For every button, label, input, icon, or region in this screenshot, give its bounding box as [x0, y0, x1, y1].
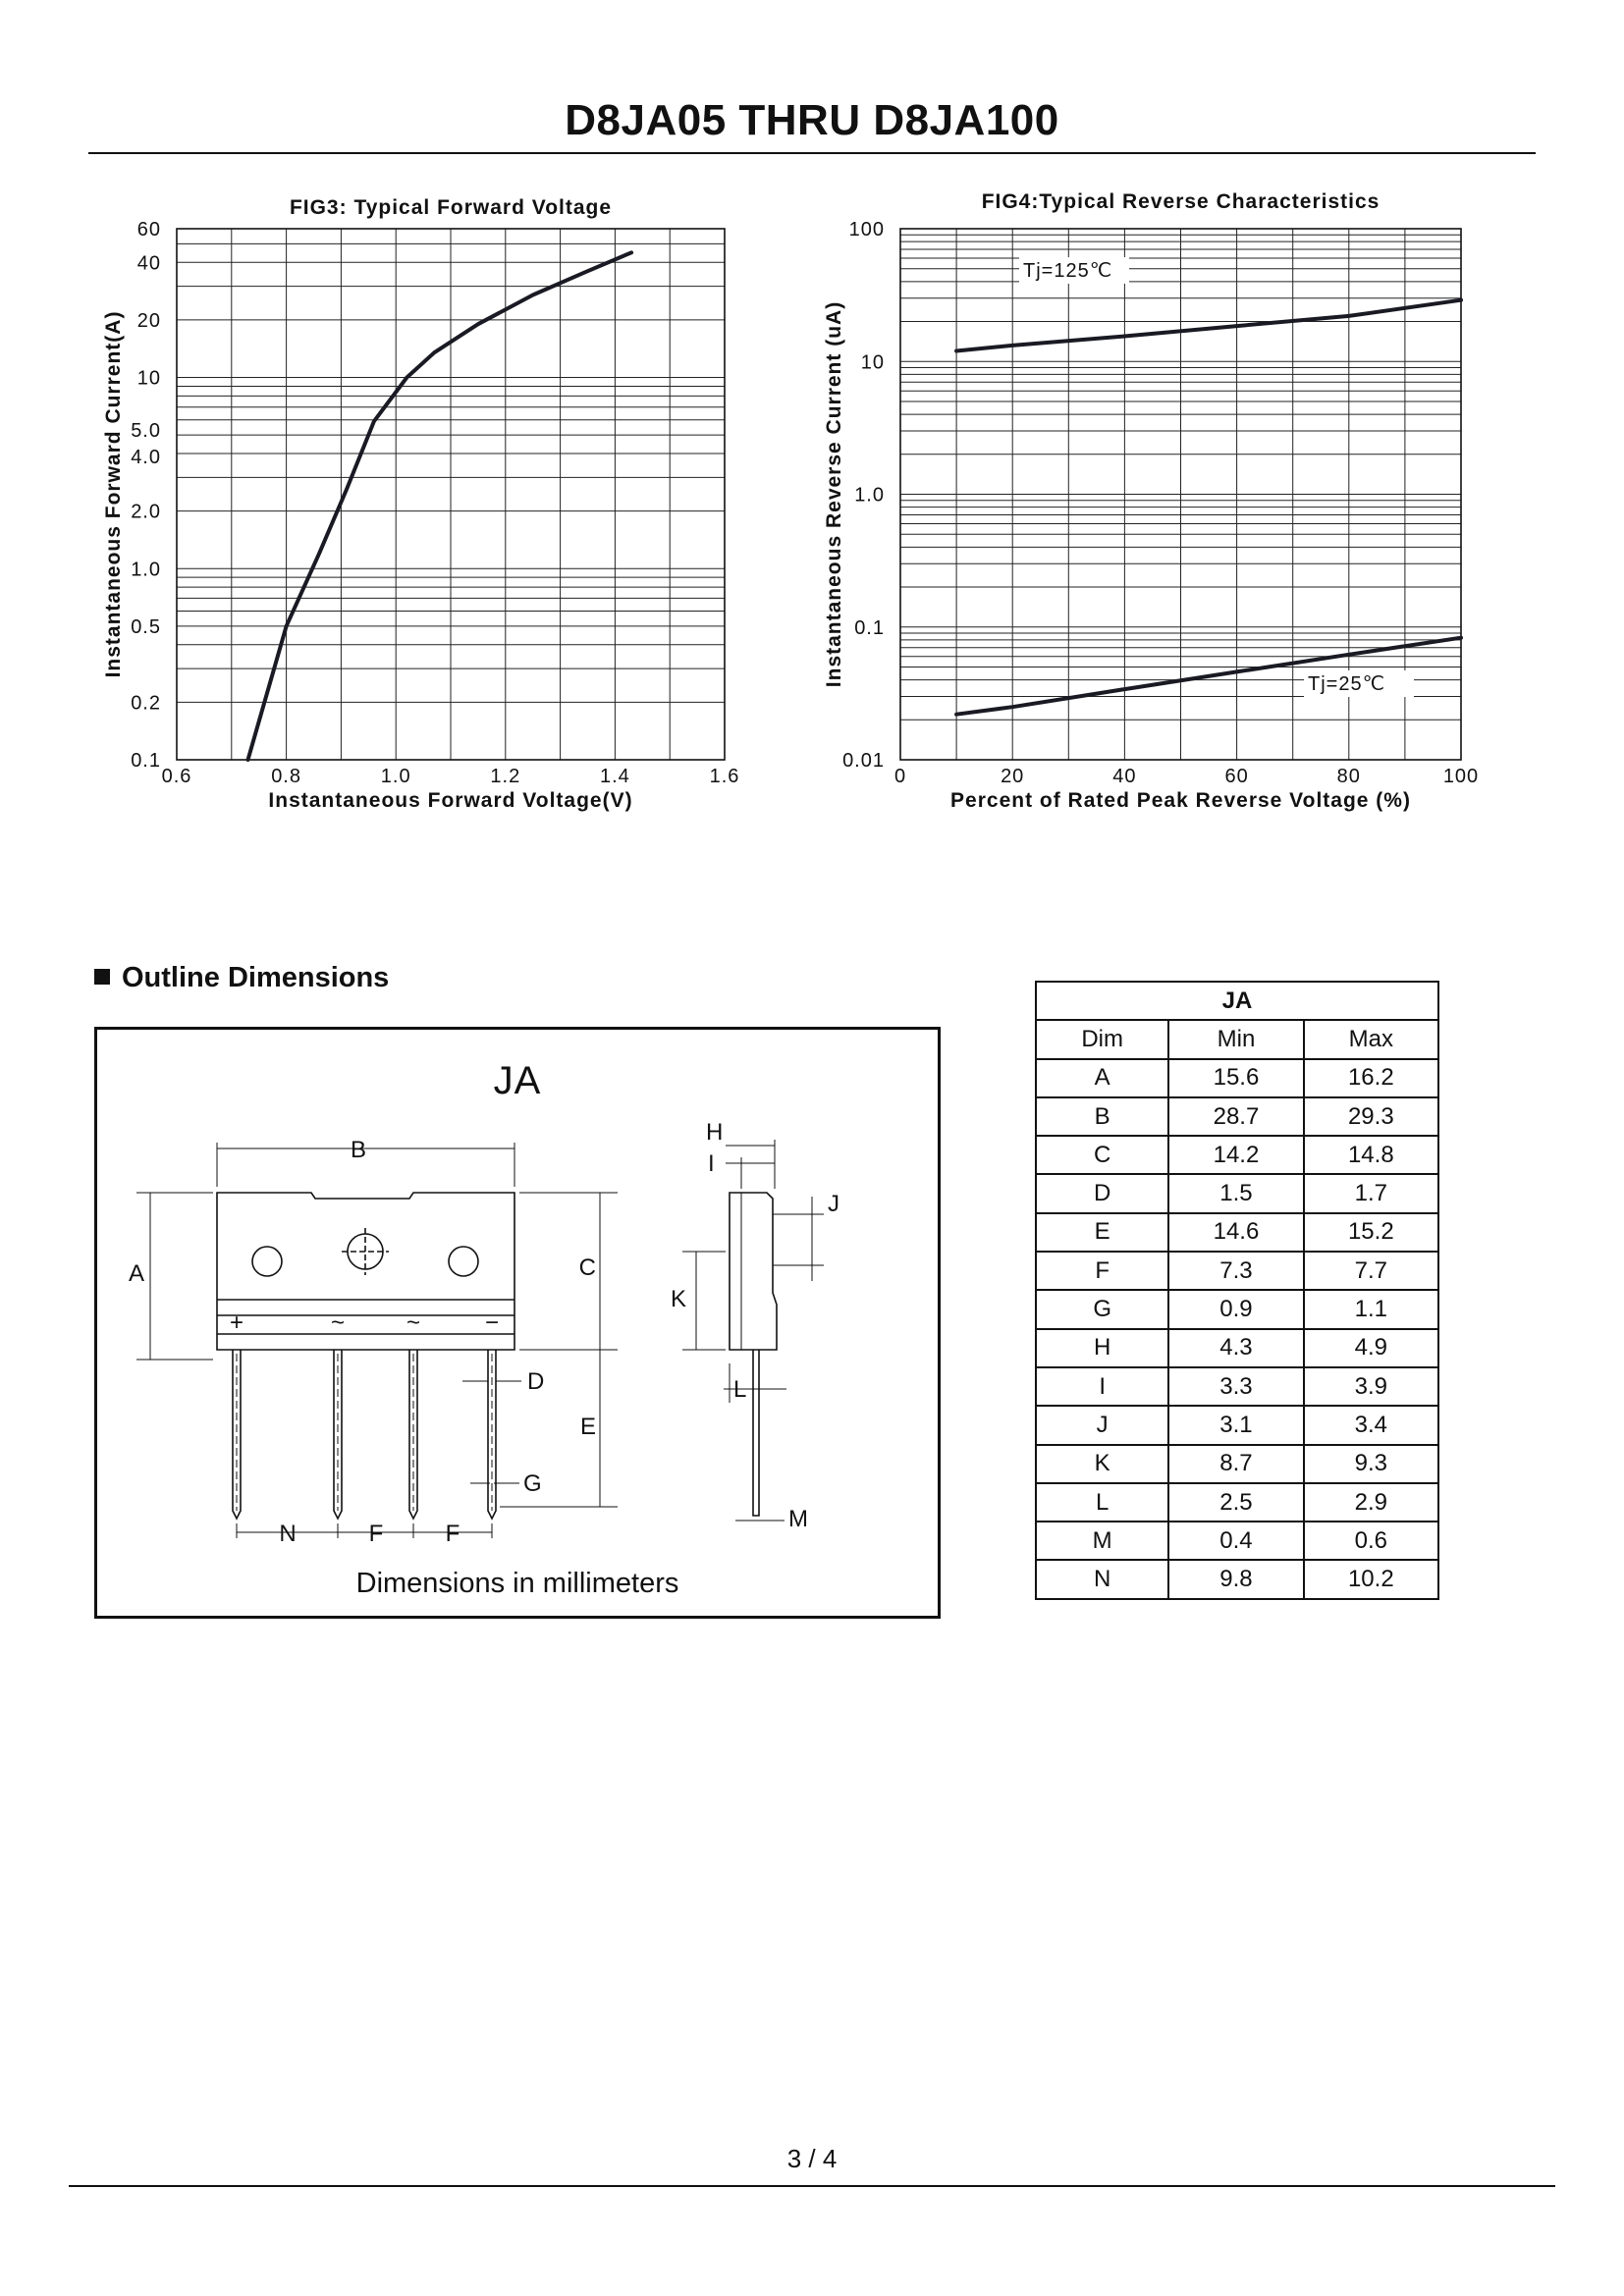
table-cell: 15.2 [1304, 1213, 1438, 1252]
table-cell: 7.7 [1304, 1252, 1438, 1290]
table-cell: 7.3 [1168, 1252, 1303, 1290]
x-tick-label: 40 [1112, 766, 1137, 787]
table-cell: 14.2 [1168, 1136, 1303, 1174]
dim-label-b: B [350, 1137, 367, 1163]
x-tick-label: 80 [1336, 766, 1361, 787]
y-tick-label: 0.1 [131, 750, 161, 772]
table-cell: L [1036, 1483, 1168, 1522]
y-tick-label: 4.0 [131, 447, 161, 469]
series-annotation: Tj=125℃ [1023, 260, 1113, 282]
table-cell: 1.1 [1304, 1290, 1438, 1328]
table-group-row [1036, 982, 1438, 1020]
table-row [1036, 1560, 1438, 1598]
table-cell: 8.7 [1168, 1445, 1303, 1483]
y-axis-label: Instantaneous Forward Current(A) [102, 310, 125, 678]
table-cell: E [1036, 1213, 1168, 1252]
table-cell: C [1036, 1136, 1168, 1174]
chart-title: FIG3: Typical Forward Voltage [289, 196, 613, 219]
y-tick-label: 0.01 [842, 750, 885, 772]
pin [488, 1350, 496, 1519]
dimension-table [1035, 981, 1439, 1600]
table-row [1036, 1483, 1438, 1522]
table-cell: 15.6 [1168, 1059, 1303, 1097]
dim-label-f2: F [445, 1521, 460, 1547]
y-tick-label: 60 [136, 219, 161, 240]
x-tick-label: 1.6 [709, 766, 740, 787]
table-cell: 4.3 [1168, 1329, 1303, 1367]
series-line-0 [956, 300, 1461, 351]
table-cell: 10.2 [1304, 1560, 1438, 1598]
dim-label-n: N [279, 1521, 297, 1547]
y-tick-label: 5.0 [131, 420, 161, 443]
table-cell: I [1036, 1367, 1168, 1406]
table-row [1036, 1406, 1438, 1444]
side-body [730, 1193, 777, 1350]
x-tick-label: 0.6 [161, 766, 192, 787]
table-cell: 3.4 [1304, 1406, 1438, 1444]
package-name: JA [493, 1059, 542, 1102]
pin [334, 1350, 342, 1519]
y-tick-label: 20 [136, 309, 161, 332]
pin-symbol-minus: − [484, 1309, 500, 1336]
dim-label-c: C [578, 1255, 596, 1281]
y-tick-label: 40 [136, 252, 161, 275]
table-cell: 1.7 [1304, 1174, 1438, 1212]
table-row [1036, 1445, 1438, 1483]
x-tick-label: 1.2 [490, 766, 521, 787]
x-tick-label: 0.8 [271, 766, 302, 787]
table-cell: 16.2 [1304, 1059, 1438, 1097]
table-body [1036, 1059, 1438, 1599]
dim-label-e: E [579, 1414, 596, 1440]
doc-title: D8JA05 THRU D8JA100 [565, 96, 1059, 144]
x-tick-label: 1.4 [599, 766, 630, 787]
x-tick-label: 60 [1224, 766, 1249, 787]
pin [233, 1350, 241, 1519]
page-number: 3 / 4 [786, 2144, 838, 2173]
mounting-hole [252, 1247, 282, 1276]
table-cell: 0.9 [1168, 1290, 1303, 1328]
x-tick-label: 0 [893, 766, 907, 787]
outline-drawing-box [94, 1027, 941, 1619]
table-cell: 14.8 [1304, 1136, 1438, 1174]
y-tick-label: 10 [860, 351, 885, 374]
outline-drawing [97, 1030, 938, 1616]
table-cell: 2.9 [1304, 1483, 1438, 1522]
dim-label-f: F [368, 1521, 384, 1547]
table-row [1036, 1213, 1438, 1252]
table-row [1036, 1522, 1438, 1560]
pin-symbol-ac2: ~ [406, 1309, 421, 1336]
table-cell: 28.7 [1168, 1097, 1303, 1136]
table-cell: G [1036, 1290, 1168, 1328]
dim-label-a: A [128, 1260, 144, 1287]
pin-symbol-ac: ~ [330, 1309, 346, 1336]
table-cell: F [1036, 1252, 1168, 1290]
pin [409, 1350, 417, 1519]
table-cell: 0.6 [1304, 1522, 1438, 1560]
dim-label-l: L [733, 1376, 747, 1403]
table-cell: 4.9 [1304, 1329, 1438, 1367]
table-cell: 3.9 [1304, 1367, 1438, 1406]
y-tick-label: 0.1 [854, 616, 885, 639]
x-axis-label: Instantaneous Forward Voltage(V) [268, 789, 633, 812]
outline-section-title-text: Outline Dimensions [122, 962, 390, 993]
table-row [1036, 1059, 1438, 1097]
side-lead [753, 1350, 759, 1516]
dim-label-d: D [527, 1368, 545, 1395]
table-cell: 14.6 [1168, 1213, 1303, 1252]
table-cell: J [1036, 1406, 1168, 1444]
x-tick-label: 100 [1442, 766, 1480, 787]
table-cell: 29.3 [1304, 1097, 1438, 1136]
bullet-square-icon [94, 969, 110, 985]
column-header: Min [1168, 1020, 1303, 1058]
column-header: Dim [1036, 1020, 1168, 1058]
y-tick-label: 10 [136, 367, 161, 390]
y-axis-label: Instantaneous Reverse Current (uA) [823, 300, 845, 688]
table-row [1036, 1290, 1438, 1328]
column-header: Max [1304, 1020, 1438, 1058]
mounting-hole [449, 1247, 478, 1276]
pin-symbol-plus: + [229, 1309, 244, 1336]
table-row [1036, 1097, 1438, 1136]
chart-title: FIG4:Typical Reverse Characteristics [981, 190, 1380, 213]
y-tick-label: 1.0 [854, 484, 885, 507]
y-tick-label: 1.0 [131, 559, 161, 581]
table-cell: H [1036, 1329, 1168, 1367]
body-outline [217, 1193, 514, 1350]
series-annotation: Tj=25℃ [1308, 673, 1386, 695]
y-tick-label: 0.2 [131, 692, 161, 715]
table-row [1036, 1136, 1438, 1174]
fig4-reverse-characteristics-chart [0, 0, 1624, 883]
table-cell: 9.8 [1168, 1560, 1303, 1598]
y-tick-label: 100 [848, 219, 885, 240]
table-row [1036, 1329, 1438, 1367]
table-cell: M [1036, 1522, 1168, 1560]
x-axis-label: Percent of Rated Peak Reverse Voltage (%) [950, 789, 1411, 812]
dim-label-h: H [706, 1119, 724, 1146]
table-cell: 9.3 [1304, 1445, 1438, 1483]
x-tick-label: 1.0 [380, 766, 411, 787]
dim-label-j: J [828, 1191, 839, 1217]
table-cell: 3.1 [1168, 1406, 1303, 1444]
table-cell: 3.3 [1168, 1367, 1303, 1406]
table-cell: 0.4 [1168, 1522, 1303, 1560]
table-cell: D [1036, 1174, 1168, 1212]
y-tick-label: 0.5 [131, 615, 161, 638]
dim-label-m: M [788, 1506, 808, 1532]
y-tick-label: 2.0 [131, 501, 161, 523]
dim-label-k: K [671, 1286, 687, 1312]
outline-section-title [94, 962, 389, 994]
dim-label-i: I [708, 1150, 715, 1177]
table-row [1036, 1367, 1438, 1406]
table-cell: K [1036, 1445, 1168, 1483]
table-header-row [1036, 1020, 1438, 1058]
outline-note: Dimensions in millimeters [355, 1568, 679, 1599]
dim-label-g: G [523, 1470, 542, 1497]
table-row [1036, 1174, 1438, 1212]
table-cell: A [1036, 1059, 1168, 1097]
table-cell: 1.5 [1168, 1174, 1303, 1212]
table-cell: 2.5 [1168, 1483, 1303, 1522]
table-group-header: JA [1036, 982, 1438, 1020]
table-row [1036, 1252, 1438, 1290]
table-cell: N [1036, 1560, 1168, 1598]
x-tick-label: 20 [1001, 766, 1025, 787]
footer-rule [69, 2185, 1555, 2187]
table-cell: B [1036, 1097, 1168, 1136]
